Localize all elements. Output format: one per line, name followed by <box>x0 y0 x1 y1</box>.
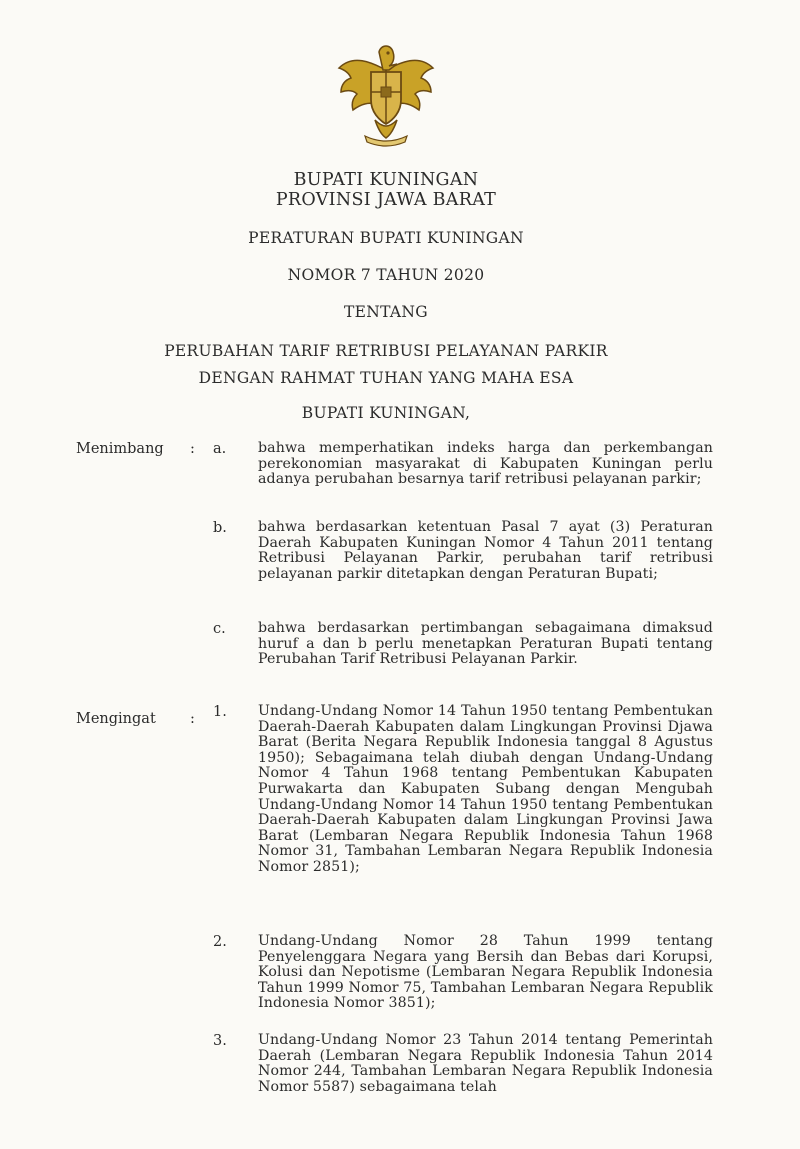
garuda-emblem-icon <box>331 40 441 150</box>
recalling-item-3 <box>213 1033 713 1095</box>
regent-title: BUPATI KUNINGAN <box>293 170 479 190</box>
considering-label: Menimbang <box>76 441 164 457</box>
recalling-colon: : <box>190 711 195 727</box>
item-marker: a. <box>213 441 227 457</box>
province-title: PROVINSI JAWA BARAT <box>275 190 497 210</box>
item-text: bahwa memperhatikan indeks harga dan perkembangan perekonomian masyarakat di Kabupaten Kuningan perlu adanya perubahan besarnya tarif retribusi pelayanan parkir; <box>258 440 713 488</box>
regulation-number: NOMOR 7 TAHUN 2020 <box>287 266 485 284</box>
about-heading: TENTANG <box>344 303 428 321</box>
considering-item-b <box>213 520 713 582</box>
regulation-subject: PERUBAHAN TARIF RETRIBUSI PELAYANAN PARKIR <box>164 342 608 360</box>
recalling-item-1 <box>213 704 713 876</box>
item-text: Undang-Undang Nomor 14 Tahun 1950 tentang Pembentukan Daerah-Daerah Kabupaten dalam Lingkungan Provinsi Djawa Barat (Berita Negara Republik Indonesia tanggal 8 Agustus 1950); Sebagaimana telah diubah dengan Undang-Undang Nomor 4 Tahun 1968 tentang Pembentukan Kabupaten Purwakarta dan Kabupaten Subang dengan Mengubah Undang-Undang Nomor 14 Tahun 1950 tentang Pembentukan Daerah-Daerah Kabupaten dalam Lingkungan Provinsi Jawa Barat (Lembaran Negara Republik Indonesia Tahun 1968 Nomor 31, Tambahan Lembaran Negara Republik Indonesia Nomor 2851); <box>258 703 713 875</box>
regulation-title: PERATURAN BUPATI KUNINGAN <box>248 229 524 247</box>
item-marker: 2. <box>213 934 227 950</box>
considering-item-a <box>213 441 713 488</box>
item-text: Undang-Undang Nomor 23 Tahun 2014 tentang Pemerintah Daerah (Lembaran Negara Republik Indonesia Tahun 2014 Nomor 244, Tambahan Lembaran Negara Republik Indonesia Nomor 5587) sebagaimana telah <box>258 1032 713 1095</box>
item-marker: 1. <box>213 704 227 720</box>
item-text: bahwa berdasarkan ketentuan Pasal 7 ayat (3) Peraturan Daerah Kabupaten Kuningan Nomor 4 Tahun 2011 tentang Retribusi Pelayanan Parkir, perubahan tarif retribusi pelayanan parkir ditetapkan dengan Peraturan Bupati; <box>258 519 713 582</box>
item-marker: c. <box>213 621 226 637</box>
grace-line: DENGAN RAHMAT TUHAN YANG MAHA ESA <box>198 369 574 387</box>
considering-colon: : <box>190 441 195 457</box>
recalling-label: Mengingat <box>76 711 156 727</box>
recalling-item-2 <box>213 934 713 1012</box>
item-marker: b. <box>213 520 227 536</box>
issuer-line: BUPATI KUNINGAN, <box>301 404 471 422</box>
item-text: Undang-Undang Nomor 28 Tahun 1999 tentang Penyelenggara Negara yang Bersih dan Bebas dari Korupsi, Kolusi dan Nepotisme (Lembaran Negara Republik Indonesia Tahun 1999 Nomor 75, Tambahan Lembaran Negara Republik Indonesia Nomor 3851); <box>258 933 713 1012</box>
item-text: bahwa berdasarkan pertimbangan sebagaimana dimaksud huruf a dan b perlu menetapkan Peraturan Bupati tentang Perubahan Tarif Retribusi Pelayanan Parkir. <box>258 620 713 668</box>
considering-item-c <box>213 621 713 668</box>
item-marker: 3. <box>213 1033 227 1049</box>
